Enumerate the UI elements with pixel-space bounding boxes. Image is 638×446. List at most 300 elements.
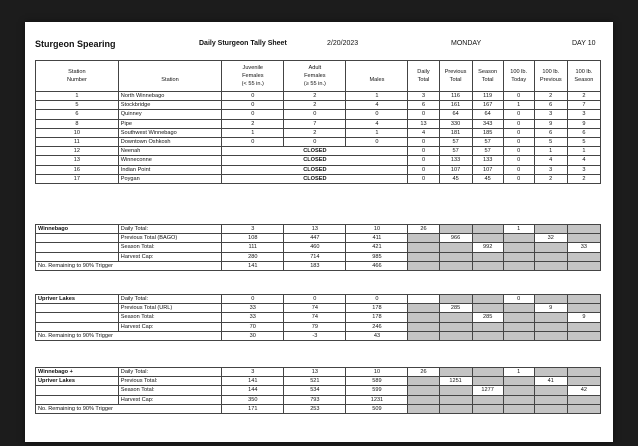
closed-label: CLOSED bbox=[222, 174, 408, 183]
summary-row-label: Season Total: bbox=[118, 313, 221, 322]
summary-value: 108 bbox=[222, 234, 284, 243]
summary-100lb-cell: 0 bbox=[503, 295, 534, 304]
summary-total-cell bbox=[439, 243, 472, 252]
adult-count: 0 bbox=[284, 110, 346, 119]
station-table bbox=[35, 60, 601, 184]
season-total: 107 bbox=[472, 165, 503, 174]
daily-total: 0 bbox=[408, 147, 439, 156]
summary-value: 141 bbox=[222, 377, 284, 386]
summary-100lb-cell: 9 bbox=[534, 304, 567, 313]
lb100-previous: 2 bbox=[534, 174, 567, 183]
remaining-label: No. Remaining to 90% Trigger bbox=[36, 261, 222, 270]
summary-total-cell bbox=[408, 377, 439, 386]
summary-value: 1231 bbox=[346, 395, 408, 404]
daily-total: 0 bbox=[408, 110, 439, 119]
summary-row-label: Daily Total: bbox=[118, 295, 221, 304]
col-daily-total: Daily Total bbox=[408, 61, 439, 92]
remaining-value: 466 bbox=[346, 261, 408, 270]
section-label: Winnebago bbox=[36, 225, 119, 234]
section-label-blank bbox=[36, 234, 119, 243]
upriver-summary bbox=[35, 294, 601, 341]
summary-total-cell bbox=[408, 304, 439, 313]
station-name: Pipe bbox=[118, 119, 221, 128]
col-adult: Adult Females (≥ 55 in.) bbox=[284, 61, 346, 92]
station-number: 8 bbox=[36, 119, 119, 128]
lb100-previous: 2 bbox=[534, 92, 567, 101]
summary-row bbox=[36, 395, 601, 404]
summary-value: 447 bbox=[284, 234, 346, 243]
remaining-value: 183 bbox=[284, 261, 346, 270]
summary-total-cell bbox=[439, 368, 472, 377]
summary-total-cell bbox=[408, 243, 439, 252]
adult-count: 0 bbox=[284, 138, 346, 147]
daily-total: 3 bbox=[408, 92, 439, 101]
station-name: Indian Point bbox=[118, 165, 221, 174]
tally-sheet bbox=[25, 22, 613, 442]
lb100-today: 0 bbox=[503, 156, 534, 165]
summary-blank-cell bbox=[567, 404, 600, 413]
section-label-blank bbox=[36, 252, 119, 261]
sheet-name: Daily Sturgeon Tally Sheet bbox=[199, 40, 287, 47]
summary-value: 246 bbox=[346, 322, 408, 331]
lb100-season: 5 bbox=[567, 138, 600, 147]
col-100lb-season: 100 lb. Season bbox=[567, 61, 600, 92]
station-row bbox=[36, 92, 601, 101]
males-count: 0 bbox=[346, 138, 408, 147]
summary-100lb-cell: 9 bbox=[567, 313, 600, 322]
station-name: Stockbridge bbox=[118, 101, 221, 110]
summary-total-cell: 285 bbox=[472, 313, 503, 322]
lb100-today: 0 bbox=[503, 165, 534, 174]
adult-count: 2 bbox=[284, 128, 346, 137]
station-number: 16 bbox=[36, 165, 119, 174]
remaining-value: 253 bbox=[284, 404, 346, 413]
section-label-blank bbox=[36, 386, 119, 395]
season-total: 57 bbox=[472, 147, 503, 156]
summary-blank-cell bbox=[503, 331, 534, 340]
section-label-blank bbox=[36, 304, 119, 313]
daily-total: 13 bbox=[408, 119, 439, 128]
combined-summary bbox=[35, 367, 601, 414]
summary-row bbox=[36, 234, 601, 243]
males-count: 4 bbox=[346, 101, 408, 110]
station-row bbox=[36, 128, 601, 137]
summary-total-cell bbox=[439, 225, 472, 234]
summary-value: 350 bbox=[222, 395, 284, 404]
remaining-value: 141 bbox=[222, 261, 284, 270]
season-total: 185 bbox=[472, 128, 503, 137]
summary-row bbox=[36, 225, 601, 234]
summary-100lb-cell bbox=[534, 225, 567, 234]
station-number: 6 bbox=[36, 110, 119, 119]
summary-blank-cell bbox=[439, 331, 472, 340]
sheet-date: 2/20/2023 bbox=[327, 40, 359, 47]
lb100-season: 2 bbox=[567, 92, 600, 101]
summary-row bbox=[36, 368, 601, 377]
summary-value: 521 bbox=[284, 377, 346, 386]
station-number: 11 bbox=[36, 138, 119, 147]
males-count: 1 bbox=[346, 92, 408, 101]
col-100lb-today: 100 lb. Today bbox=[503, 61, 534, 92]
summary-value: 178 bbox=[346, 304, 408, 313]
summary-total-cell bbox=[439, 395, 472, 404]
lb100-season: 6 bbox=[567, 128, 600, 137]
summary-100lb-cell bbox=[567, 225, 600, 234]
summary-value: 13 bbox=[284, 368, 346, 377]
col-juvenile: Juvenile Females (< 55 in.) bbox=[222, 61, 284, 92]
summary-100lb-cell bbox=[503, 243, 534, 252]
previous-total: 57 bbox=[439, 147, 472, 156]
summary-value: 0 bbox=[284, 295, 346, 304]
previous-total: 57 bbox=[439, 138, 472, 147]
summary-row bbox=[36, 295, 601, 304]
lb100-season: 3 bbox=[567, 110, 600, 119]
station-row bbox=[36, 165, 601, 174]
summary-value: 33 bbox=[222, 304, 284, 313]
summary-total-cell bbox=[472, 304, 503, 313]
summary-total-cell bbox=[472, 368, 503, 377]
season-total: 64 bbox=[472, 110, 503, 119]
summary-blank-cell bbox=[567, 331, 600, 340]
summary-row bbox=[36, 313, 601, 322]
col-previous-total: Previous Total bbox=[439, 61, 472, 92]
station-row bbox=[36, 119, 601, 128]
remaining-value: 30 bbox=[222, 331, 284, 340]
lb100-season: 4 bbox=[567, 156, 600, 165]
lb100-season: 7 bbox=[567, 101, 600, 110]
juvenile-count: 0 bbox=[222, 110, 284, 119]
station-name: Poygan bbox=[118, 174, 221, 183]
station-name: North Winnebago bbox=[118, 92, 221, 101]
summary-total-cell: 966 bbox=[439, 234, 472, 243]
station-number: 13 bbox=[36, 156, 119, 165]
summary-value: 714 bbox=[284, 252, 346, 261]
summary-value: 589 bbox=[346, 377, 408, 386]
summary-100lb-cell bbox=[567, 395, 600, 404]
previous-total: 181 bbox=[439, 128, 472, 137]
summary-value: 3 bbox=[222, 225, 284, 234]
summary-100lb-cell bbox=[567, 304, 600, 313]
summary-value: 178 bbox=[346, 313, 408, 322]
summary-value: 421 bbox=[346, 243, 408, 252]
lb100-previous: 9 bbox=[534, 119, 567, 128]
summary-100lb-cell bbox=[534, 243, 567, 252]
lb100-season: 2 bbox=[567, 174, 600, 183]
section-label-blank bbox=[36, 322, 119, 331]
summary-100lb-cell bbox=[534, 313, 567, 322]
summary-100lb-cell: 33 bbox=[567, 243, 600, 252]
winnebago-summary bbox=[35, 224, 601, 271]
adult-count: 7 bbox=[284, 119, 346, 128]
juvenile-count: 1 bbox=[222, 128, 284, 137]
section-label: Winnebago + bbox=[36, 368, 119, 377]
summary-value: 3 bbox=[222, 368, 284, 377]
lb100-previous: 6 bbox=[534, 128, 567, 137]
previous-total: 133 bbox=[439, 156, 472, 165]
summary-row-label: Harvest Cap: bbox=[118, 252, 221, 261]
closed-label: CLOSED bbox=[222, 156, 408, 165]
summary-value: 111 bbox=[222, 243, 284, 252]
summary-100lb-cell bbox=[567, 234, 600, 243]
station-number: 1 bbox=[36, 92, 119, 101]
summary-row bbox=[36, 304, 601, 313]
sheet-day: DAY 10 bbox=[572, 40, 596, 47]
lb100-previous: 1 bbox=[534, 147, 567, 156]
summary-row-label: Previous Total (URL) bbox=[118, 304, 221, 313]
lb100-today: 0 bbox=[503, 147, 534, 156]
summary-value: 793 bbox=[284, 395, 346, 404]
summary-value: 280 bbox=[222, 252, 284, 261]
station-row bbox=[36, 156, 601, 165]
station-number: 5 bbox=[36, 101, 119, 110]
remaining-row bbox=[36, 331, 601, 340]
lb100-today: 0 bbox=[503, 119, 534, 128]
season-total: 45 bbox=[472, 174, 503, 183]
station-number: 12 bbox=[36, 147, 119, 156]
summary-value: 460 bbox=[284, 243, 346, 252]
summary-blank-cell bbox=[472, 331, 503, 340]
juvenile-count: 0 bbox=[222, 92, 284, 101]
summary-100lb-cell bbox=[503, 377, 534, 386]
col-season-total: Season Total bbox=[472, 61, 503, 92]
summary-100lb-cell bbox=[534, 368, 567, 377]
adult-count: 2 bbox=[284, 92, 346, 101]
summary-row bbox=[36, 322, 601, 331]
summary-total-cell: 285 bbox=[439, 304, 472, 313]
station-number: 10 bbox=[36, 128, 119, 137]
lb100-season: 3 bbox=[567, 165, 600, 174]
summary-total-cell bbox=[472, 395, 503, 404]
lb100-season: 1 bbox=[567, 147, 600, 156]
station-name: Neenah bbox=[118, 147, 221, 156]
previous-total: 330 bbox=[439, 119, 472, 128]
summary-total-cell bbox=[408, 386, 439, 395]
juvenile-count: 0 bbox=[222, 101, 284, 110]
summary-row bbox=[36, 252, 601, 261]
lb100-today: 0 bbox=[503, 110, 534, 119]
summary-total-cell: 1277 bbox=[472, 386, 503, 395]
summary-total-cell bbox=[472, 234, 503, 243]
station-name: Southwest Winnebago bbox=[118, 128, 221, 137]
lb100-previous: 4 bbox=[534, 156, 567, 165]
summary-blank-cell bbox=[567, 261, 600, 270]
summary-total-cell bbox=[408, 313, 439, 322]
lb100-today: 0 bbox=[503, 138, 534, 147]
station-row bbox=[36, 138, 601, 147]
sheet-weekday: MONDAY bbox=[451, 40, 482, 47]
daily-total: 6 bbox=[408, 101, 439, 110]
previous-total: 116 bbox=[439, 92, 472, 101]
summary-blank-cell bbox=[503, 404, 534, 413]
remaining-row bbox=[36, 404, 601, 413]
section-label-blank bbox=[36, 395, 119, 404]
summary-100lb-cell: 1 bbox=[503, 368, 534, 377]
summary-100lb-cell bbox=[534, 395, 567, 404]
summary-value: 10 bbox=[346, 225, 408, 234]
previous-total: 64 bbox=[439, 110, 472, 119]
summary-value: 0 bbox=[222, 295, 284, 304]
previous-total: 161 bbox=[439, 101, 472, 110]
previous-total: 107 bbox=[439, 165, 472, 174]
lb100-season: 9 bbox=[567, 119, 600, 128]
summary-value: 534 bbox=[284, 386, 346, 395]
summary-100lb-cell bbox=[567, 295, 600, 304]
summary-row-label: Harvest Cap: bbox=[118, 322, 221, 331]
remaining-label: No. Remaining to 90% Trigger bbox=[36, 331, 222, 340]
lb100-today: 1 bbox=[503, 101, 534, 110]
summary-100lb-cell bbox=[503, 304, 534, 313]
col-station: Station bbox=[118, 61, 221, 92]
lb100-previous: 5 bbox=[534, 138, 567, 147]
summary-100lb-cell bbox=[567, 322, 600, 331]
daily-total: 0 bbox=[408, 138, 439, 147]
summary-total-cell bbox=[439, 295, 472, 304]
lb100-previous: 6 bbox=[534, 101, 567, 110]
summary-total-cell bbox=[408, 322, 439, 331]
previous-total: 45 bbox=[439, 174, 472, 183]
juvenile-count: 2 bbox=[222, 119, 284, 128]
summary-blank-cell bbox=[534, 261, 567, 270]
summary-total-cell bbox=[439, 386, 472, 395]
summary-row-label: Daily Total: bbox=[118, 225, 221, 234]
summary-100lb-cell bbox=[534, 386, 567, 395]
summary-row-label: Season Total: bbox=[118, 386, 221, 395]
daily-total: 4 bbox=[408, 128, 439, 137]
summary-blank-cell bbox=[534, 331, 567, 340]
summary-row-label: Daily Total: bbox=[118, 368, 221, 377]
lb100-today: 0 bbox=[503, 92, 534, 101]
summary-row-label: Previous Total: bbox=[118, 377, 221, 386]
station-number: 17 bbox=[36, 174, 119, 183]
section-label: Upriver Lakes bbox=[36, 377, 119, 386]
summary-blank-cell bbox=[439, 404, 472, 413]
lb100-today: 0 bbox=[503, 128, 534, 137]
summary-100lb-cell bbox=[503, 386, 534, 395]
season-total: 119 bbox=[472, 92, 503, 101]
summary-total-cell bbox=[472, 225, 503, 234]
section-label-blank bbox=[36, 243, 119, 252]
col-station-number: Station Number bbox=[36, 61, 119, 92]
summary-100lb-cell: 1 bbox=[503, 225, 534, 234]
summary-100lb-cell bbox=[503, 234, 534, 243]
daily-total: 0 bbox=[408, 165, 439, 174]
summary-blank-cell bbox=[503, 261, 534, 270]
summary-value: 10 bbox=[346, 368, 408, 377]
summary-blank-cell bbox=[408, 331, 439, 340]
summary-100lb-cell bbox=[503, 313, 534, 322]
station-name: Quinney bbox=[118, 110, 221, 119]
summary-100lb-cell bbox=[567, 368, 600, 377]
summary-total-cell bbox=[472, 322, 503, 331]
section-label: Upriver Lakes bbox=[36, 295, 119, 304]
summary-blank-cell bbox=[472, 404, 503, 413]
summary-100lb-cell bbox=[534, 295, 567, 304]
lb100-previous: 3 bbox=[534, 165, 567, 174]
summary-total-cell bbox=[472, 295, 503, 304]
station-name: Downtown Oshkosh bbox=[118, 138, 221, 147]
summary-blank-cell bbox=[408, 404, 439, 413]
season-total: 57 bbox=[472, 138, 503, 147]
remaining-value: -3 bbox=[284, 331, 346, 340]
summary-blank-cell bbox=[439, 261, 472, 270]
remaining-value: 171 bbox=[222, 404, 284, 413]
summary-100lb-cell bbox=[534, 252, 567, 261]
summary-100lb-cell bbox=[534, 322, 567, 331]
station-row bbox=[36, 174, 601, 183]
section-label-blank bbox=[36, 313, 119, 322]
col-males: Males bbox=[346, 61, 408, 92]
summary-total-cell: 992 bbox=[472, 243, 503, 252]
closed-label: CLOSED bbox=[222, 165, 408, 174]
remaining-label: No. Remaining to 90% Trigger bbox=[36, 404, 222, 413]
summary-value: 74 bbox=[284, 313, 346, 322]
summary-row-label: Previous Total (BAGO) bbox=[118, 234, 221, 243]
summary-100lb-cell: 42 bbox=[567, 386, 600, 395]
summary-100lb-cell bbox=[503, 395, 534, 404]
summary-total-cell bbox=[408, 252, 439, 261]
summary-value: 985 bbox=[346, 252, 408, 261]
column-header-row bbox=[36, 61, 601, 92]
daily-total: 0 bbox=[408, 156, 439, 165]
summary-total-cell bbox=[472, 252, 503, 261]
summary-100lb-cell bbox=[567, 377, 600, 386]
remaining-row bbox=[36, 261, 601, 270]
closed-label: CLOSED bbox=[222, 147, 408, 156]
summary-row bbox=[36, 377, 601, 386]
summary-row bbox=[36, 243, 601, 252]
summary-value: 13 bbox=[284, 225, 346, 234]
summary-value: 599 bbox=[346, 386, 408, 395]
summary-total-cell bbox=[439, 313, 472, 322]
col-100lb-previous: 100 lb. Previous bbox=[534, 61, 567, 92]
lb100-previous: 3 bbox=[534, 110, 567, 119]
summary-value: 0 bbox=[346, 295, 408, 304]
summary-total-cell: 26 bbox=[408, 225, 439, 234]
summary-total-cell: 1251 bbox=[439, 377, 472, 386]
daily-total: 0 bbox=[408, 174, 439, 183]
summary-100lb-cell bbox=[503, 252, 534, 261]
summary-value: 33 bbox=[222, 313, 284, 322]
remaining-value: 509 bbox=[346, 404, 408, 413]
summary-value: 79 bbox=[284, 322, 346, 331]
summary-total-cell bbox=[439, 252, 472, 261]
adult-count: 2 bbox=[284, 101, 346, 110]
summary-row bbox=[36, 386, 601, 395]
station-row bbox=[36, 147, 601, 156]
summary-100lb-cell bbox=[567, 252, 600, 261]
males-count: 1 bbox=[346, 128, 408, 137]
summary-total-cell bbox=[408, 234, 439, 243]
males-count: 0 bbox=[346, 110, 408, 119]
season-total: 167 bbox=[472, 101, 503, 110]
summary-row-label: Harvest Cap: bbox=[118, 395, 221, 404]
remaining-value: 43 bbox=[346, 331, 408, 340]
summary-blank-cell bbox=[534, 404, 567, 413]
summary-total-cell bbox=[439, 322, 472, 331]
summary-value: 74 bbox=[284, 304, 346, 313]
males-count: 4 bbox=[346, 119, 408, 128]
summary-total-cell bbox=[408, 395, 439, 404]
summary-100lb-cell: 41 bbox=[534, 377, 567, 386]
summary-blank-cell bbox=[408, 261, 439, 270]
summary-total-cell bbox=[472, 377, 503, 386]
lb100-today: 0 bbox=[503, 174, 534, 183]
summary-100lb-cell: 32 bbox=[534, 234, 567, 243]
summary-row-label: Season Total: bbox=[118, 243, 221, 252]
season-total: 343 bbox=[472, 119, 503, 128]
page-title: Sturgeon Spearing bbox=[35, 39, 116, 49]
station-row bbox=[36, 101, 601, 110]
